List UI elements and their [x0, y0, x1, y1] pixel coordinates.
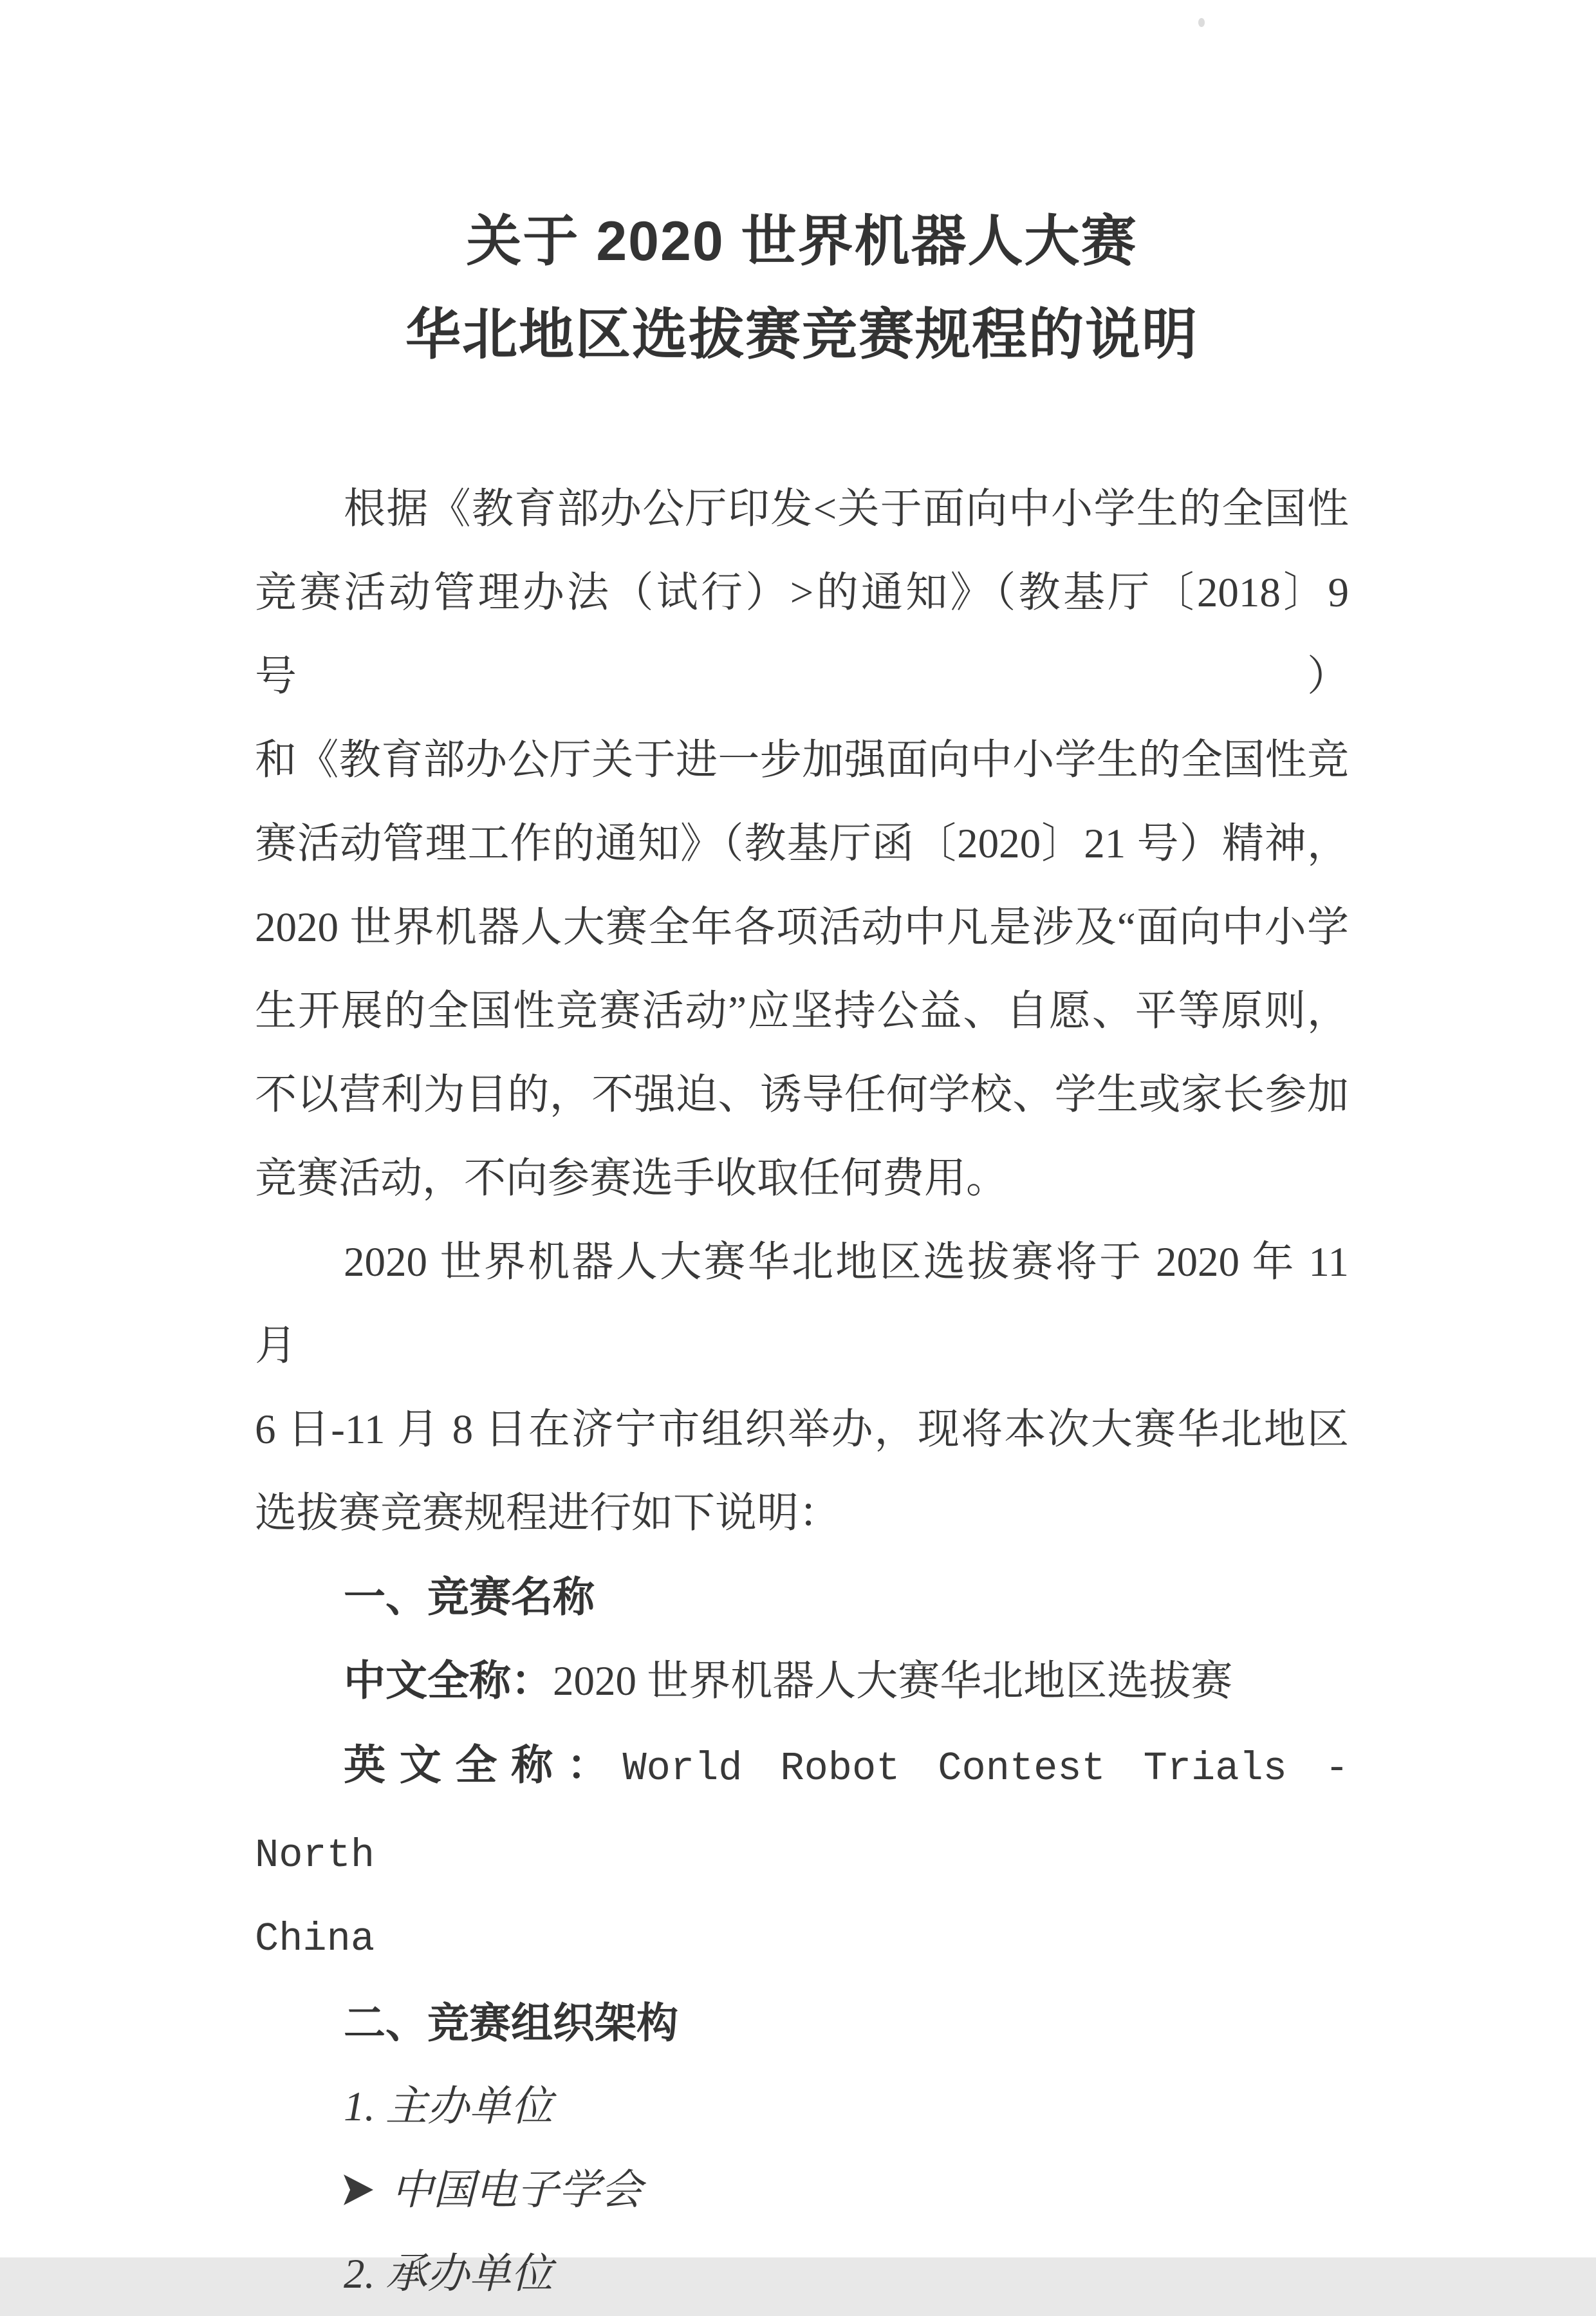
chinese-name-line — [255, 1639, 1349, 1723]
para1-line-3: 和《教育部办公厅关于进一步加强面向中小学生的全国性竞 — [255, 737, 1349, 783]
arrow-bullet-icon — [344, 2173, 373, 2207]
english-name-continuation: China — [255, 1916, 375, 1962]
para1-line-6: 生开展的全国性竞赛活动”应坚持公益、自愿、平等原则， — [255, 988, 1349, 1034]
chinese-name-value: 2020 世界机器人大赛华北地区选拔赛 — [553, 1658, 1233, 1704]
org-bullet-item — [255, 2149, 1349, 2232]
para1-line-2: 竞赛活动管理办法（试行）>的通知》（教基厅〔2018〕9 号） — [255, 570, 1349, 700]
para1-line-7: 不以营利为目的，不强迫、诱导任何学校、学生或家长参加 — [255, 1072, 1349, 1118]
section1-heading: 一、竞赛名称 — [344, 1573, 595, 1620]
para2-line-1: 2020 世界机器人大赛华北地区选拔赛将于 2020 年 11 月 — [255, 1239, 1349, 1369]
org-bullet-text: 中国电子学会 — [391, 2167, 643, 2214]
title-line-2: 华北地区选拔赛竞赛规程的说明 — [405, 304, 1198, 366]
english-name-line — [255, 1723, 1349, 1898]
para1-line-8: 竞赛活动，不向参赛选手收取任何费用。 — [255, 1155, 1008, 1202]
scan-artifact — [1198, 18, 1205, 27]
english-name-label: 英文全称： — [344, 1741, 623, 1788]
para1-line-5: 2020 世界机器人大赛全年各项活动中凡是涉及“面向中小学 — [255, 904, 1349, 951]
para2-line-2: 6 日-11 月 8 日在济宁市组织举办，现将本次大赛华北地区 — [255, 1406, 1349, 1453]
chinese-name-label: 中文全称： — [344, 1657, 553, 1704]
english-name-value: World Robot Contest Trials - North — [255, 1746, 1349, 1878]
document-content — [255, 195, 1349, 2316]
document-title — [255, 195, 1349, 382]
org-item-organizer: 2. 承办单位 — [344, 2251, 553, 2297]
section2-heading: 二、竞赛组织架构 — [344, 1999, 679, 2046]
document-body — [255, 467, 1349, 2316]
para1-line-1: 根据《教育部办公厅印发<关于面向中小学生的全国性 — [344, 486, 1349, 532]
para2-line-3: 选拔赛竞赛规程进行如下说明： — [255, 1490, 841, 1536]
org-item-host: 1. 主办单位 — [344, 2084, 553, 2130]
title-line-1: 关于 2020 世界机器人大赛 — [466, 210, 1138, 272]
para1-line-4: 赛活动管理工作的通知》（教基厅函〔2020〕21 号）精神， — [255, 821, 1349, 867]
